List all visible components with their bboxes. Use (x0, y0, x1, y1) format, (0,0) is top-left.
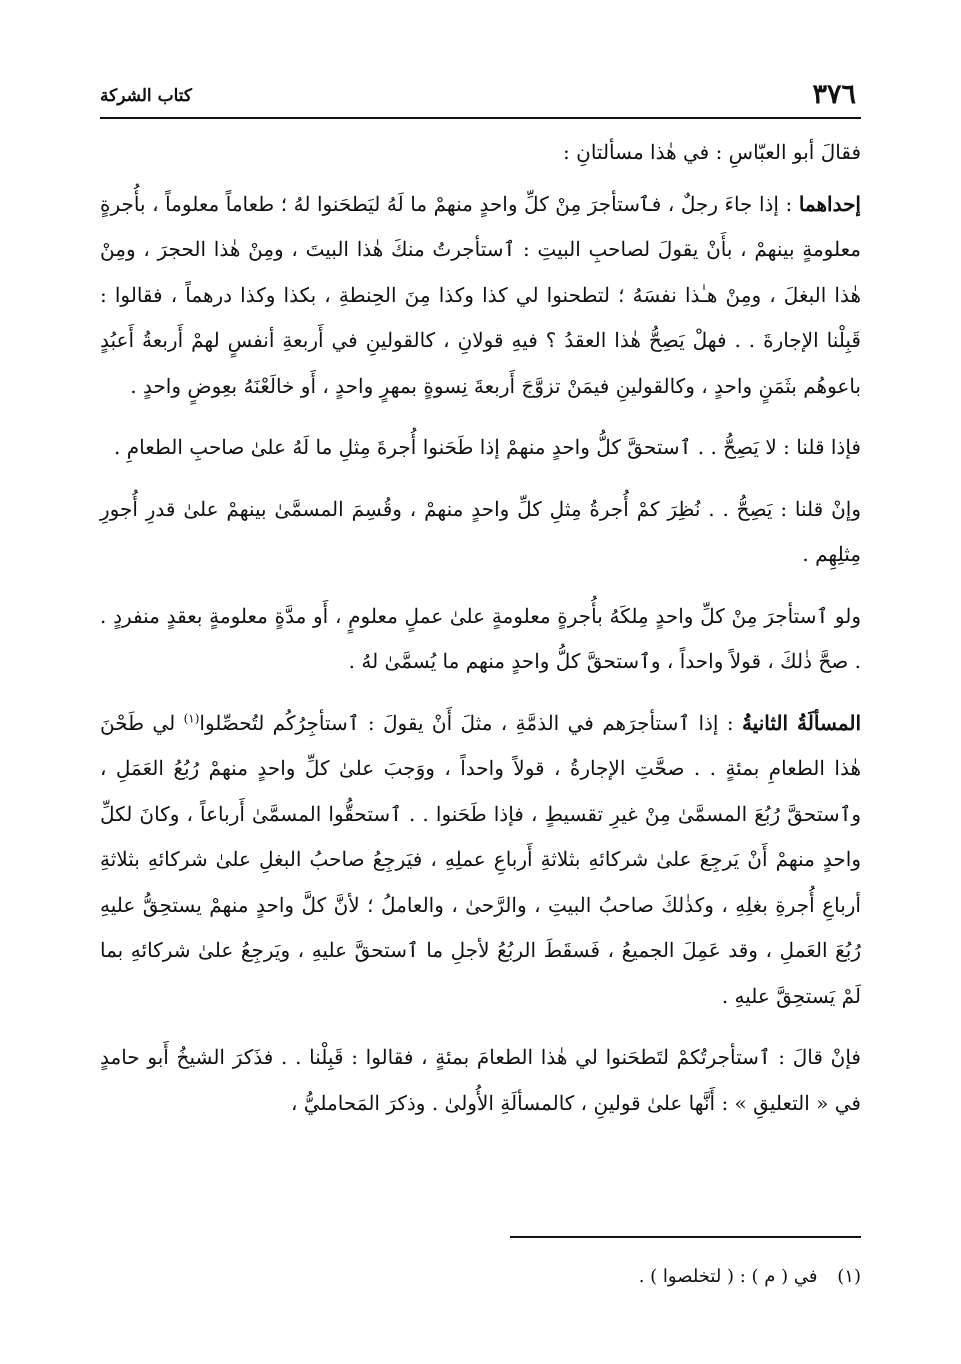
footnote-rule (510, 1236, 861, 1238)
footnote-text: في ( م ) : ( لتخلصوا ) . (638, 1266, 818, 1287)
running-title: كتاب الشركة (100, 86, 192, 106)
second-issue-text-a: : إذا ٱستأجرَهم في الذمَّةِ ، مثلَ أَنْ يقولَ : ٱستأجِرُكُم لتُحصِّلوا (199, 710, 742, 735)
page-number: ٣٧٦ (812, 79, 856, 110)
page-body (100, 130, 861, 1142)
paragraph-closing: فإنْ قالَ : ٱستأجرتُكمْ لتَطحَنوا لي هٰذا الطعامَ بمئةٍ ، فقالوا : قَبِلْنا . . فذَكرَ الشيخُ أَبو حامدٍ في « التعليقِ » : أَنَّها علىٰ قولينِ ، كالمسألَةِ الأُولىٰ . وذكرَ المَحامليُّ ، (100, 1045, 861, 1115)
footnote (100, 1262, 861, 1292)
first-issue-heading: إحداهما (798, 191, 861, 216)
first-issue-text: : إذا جاءَ رجلٌ ، فٱستأجرَ مِنْ كلِّ واحدٍ منهمْ ما لَهُ ليَطحَنوا لهُ ؛ طعاماً معلوماً ، بأُجرةٍ معلومةٍ بينهمْ ، بأَنْ يقولَ لصاحبِ البيتِ : ٱستأجرتُ منكَ هٰذا البيتَ ، ومِنْ هٰذا الحجرَ ، ومِنْ هٰذا البغلَ ، ومِنْ هـٰذا نفسَهُ ؛ لتطحنوا لي كذا وكذا مِنَ الحِنطةِ ، بكذا وكذا درهماً ، فقالوا : قَبِلْنا الإجارةَ . . فهلْ يَصِحُّ هٰذا العقدُ ؟ فيهِ قولانِ ، كالقولينِ في أَربعةِ أنفسٍ لهمْ أَربعةُ أَعبُدٍ باعوهُم بثَمَنٍ واحدٍ ، وكالقولينِ فيمَنْ تزوَّجَ أَربعةَ نِسوةٍ بمهرٍ واحدٍ ، أَو خالَعْنَهُ بعِوضٍ واحدٍ . (100, 191, 861, 398)
paragraph-intro: فقالَ أبو العبّاسِ : في هٰذا مسألتانِ : (563, 140, 861, 164)
paragraph-first-issue (100, 182, 861, 410)
second-issue-heading: المسألَةُ الثانيةُ (741, 710, 862, 735)
footnote-reference[interactable]: (١) (183, 710, 200, 725)
footnote-number: (١) (837, 1266, 861, 1287)
header-rule (100, 117, 861, 119)
page-header (100, 78, 856, 112)
second-issue-text-b: لي طَحْنَ هٰذا الطعامِ بمئةٍ . . صحَّتِ الإجارةُ ، قولاً واحداً ، ووَجبَ علىٰ كلِّ واحدٍ منهمْ رُبُعُ العَمَلِ ، وٱستحقَّ رُبُعَ المسمَّىٰ مِنْ غيرِ تقسيطٍ ، فإذا طَحَنوا . . ٱستحقُّوا المسمَّىٰ أَرباعاً ، وكانَ لكلِّ واحدٍ منهمْ أَنْ يَرجِعَ علىٰ شركائهِ بثلاثةِ أَرباعِ عملِهِ ، فيَرجِعُ صاحبُ البغلِ علىٰ شركائهِ بثلاثةِ أرباعِ أُجرةِ بغلِهِ ، وكذٰلكَ صاحبُ البيتِ ، والرَّحىٰ ، والعاملُ ؛ لأنَّ كلَّ واحدٍ منهمْ يستحِقُّ عليهِ رُبُعَ العَملِ ، وقد عَمِلَ الجميعُ ، فَسقَطَ الربُعُ لأجلِ ما ٱستحقَّ عليهِ ، ويَرجِعُ علىٰ شركائهِ بما لَمْ يَستحِقَّ عليهِ . (100, 710, 861, 1008)
paragraph-second-issue (100, 701, 861, 1020)
paragraph-if-invalid: فإذا قلنا : لا يَصِحُّ . . ٱستحقَّ كلُّ واحدٍ منهمْ إذا طَحَنوا أُجرةَ مِثلِ ما لَهُ علىٰ صاحبِ الطعامِ . (114, 435, 861, 459)
paragraph-separate-contract: ولو ٱستأجرَ مِنْ كلِّ واحدٍ مِلكَهُ بأُجرةٍ معلومةٍ علىٰ عملٍ معلومٍ ، أَو مدَّةٍ معلومةٍ بعقدٍ منفردٍ . . صحَّ ذٰلكَ ، قولاً واحداً ، وٱستحقَّ كلُّ واحدٍ منهم ما يُسمَّىٰ لهُ . (100, 603, 861, 673)
paragraph-if-valid: وإنْ قلنا : يَصِحُّ . . نُظِرَ كمْ أُجرةُ مِثلِ كلِّ واحدٍ منهمْ ، وقُسِمَ المسمَّىٰ بينهمْ علىٰ قدرِ أُجورِ مِثلِهِم . (100, 496, 861, 566)
